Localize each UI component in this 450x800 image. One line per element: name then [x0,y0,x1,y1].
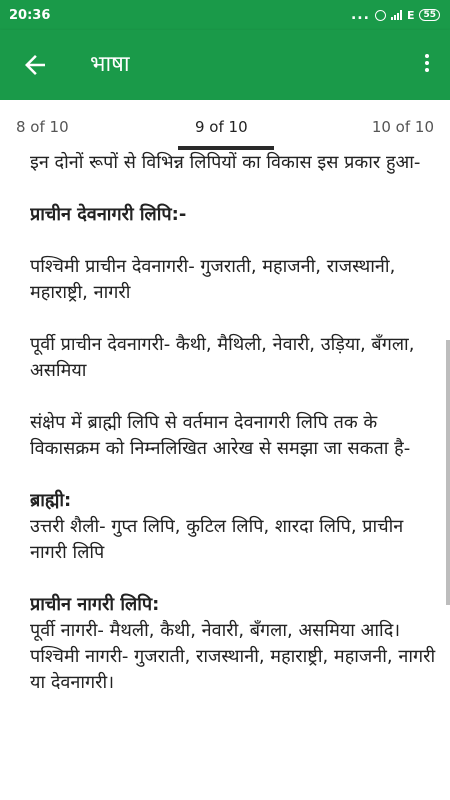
status-bar [0,0,450,30]
scrollbar[interactable] [446,340,450,605]
section-heading: प्राचीन नागरी लिपि: [30,594,160,615]
back-button[interactable] [20,50,50,80]
article-content[interactable] [30,150,438,800]
tab-previous-page[interactable]: 8 of 10 [16,118,69,136]
page-title: भाषा [90,52,130,77]
signal-icon [391,10,402,20]
status-time: 20:36 [9,7,51,23]
network-type: E [406,8,415,22]
more-vertical-icon [425,54,429,58]
battery-icon: 55 [419,9,440,21]
intro-paragraph: इन दोनों रूपों से विभिन्न लिपियों का विकास इस प्रकार हुआ- [30,152,421,173]
status-icons [351,9,440,22]
paragraph: उत्तरी शैली- गुप्त लिपि, कुटिल लिपि, शारदा लिपि, प्राचीन नागरी लिपि [30,516,404,563]
paragraph: पूर्वी प्राचीन देवनागरी- कैथी, मैथिली, नेवारी, उड़िया, बँगला, असमिया [30,334,415,381]
tab-current-page[interactable]: 9 of 10 [195,118,248,136]
paragraph: संक्षेप में ब्राह्मी लिपि से वर्तमान देवनागरी लिपि तक के विकासक्रम को निम्नलिखित आरेख से समझा जा सकता है- [30,412,411,459]
paragraph: पश्चिमी प्राचीन देवनागरी- गुजराती, महाजनी, राजस्थानी, महाराष्ट्री, नागरी [30,256,396,303]
section-heading: ब्राह्मी: [30,490,72,511]
page-tabs [0,100,450,150]
section-heading: प्राचीन देवनागरी लिपि:- [30,204,187,225]
more-options-button[interactable] [418,51,436,79]
arrow-left-icon [20,50,50,80]
paragraph: पूर्वी नागरी- मैथली, कैथी, नेवारी, बँगला, असमिया आदि। [30,620,401,641]
tab-next-page[interactable]: 10 of 10 [371,118,434,136]
paragraph: पश्चिमी नागरी- गुजराती, राजस्थानी, महाराष्ट्री, महाजनी, नागरी या देवनागरी। [30,646,436,693]
more-notifications-icon: ... [350,7,370,23]
alarm-icon [375,10,386,21]
app-bar [0,30,450,100]
